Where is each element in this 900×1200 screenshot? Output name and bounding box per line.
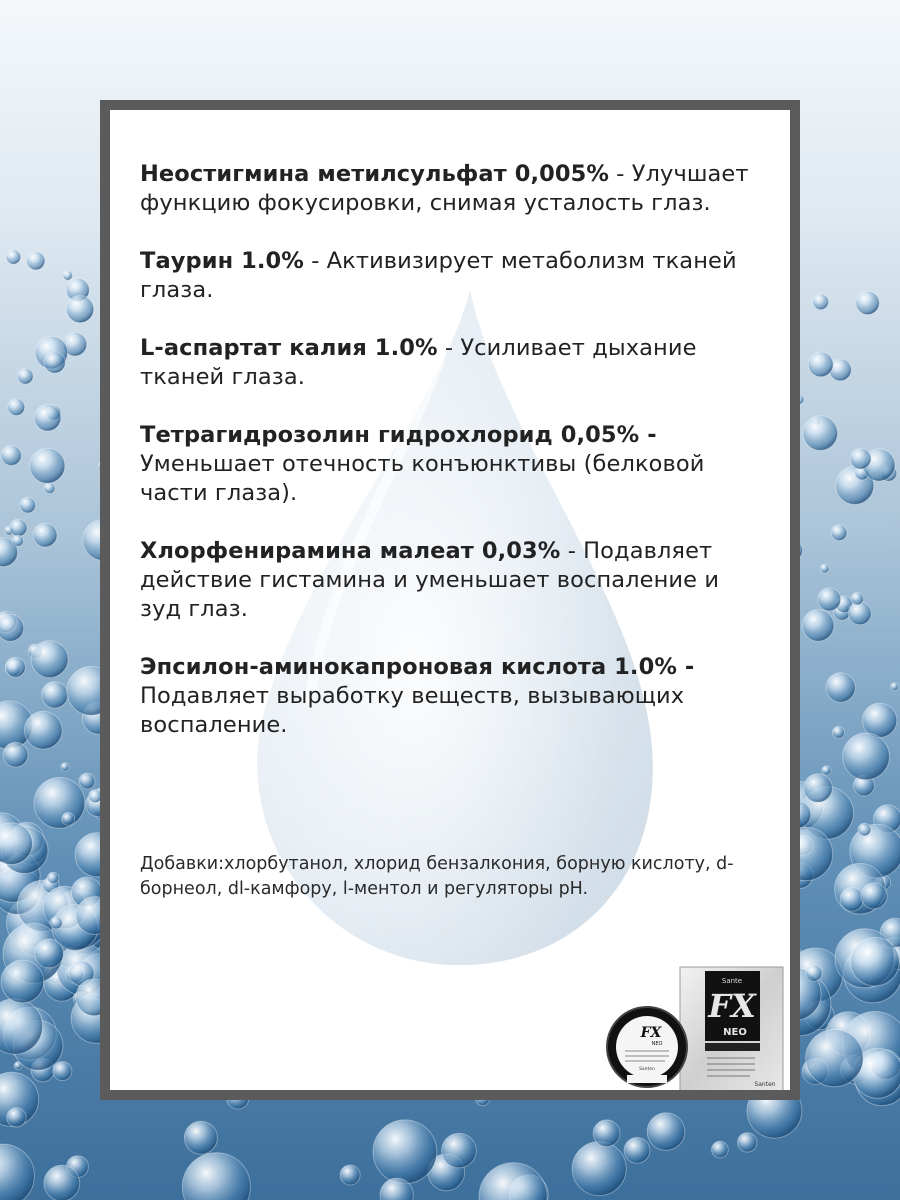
ingredient-item	[140, 334, 750, 392]
bubble	[35, 939, 64, 968]
bubble	[858, 823, 871, 836]
bubble	[818, 588, 841, 611]
bubble	[53, 1062, 72, 1081]
ingredient-description: Уменьшает отечность конъюнктивы (белковой части глаза).	[140, 451, 705, 506]
bubble	[803, 416, 838, 451]
bubble	[813, 294, 829, 310]
ingredient-name: Хлорфенирамина малеат 0,03%	[140, 538, 561, 564]
svg-text:NEO: NEO	[723, 1027, 747, 1038]
bubble	[891, 683, 899, 691]
ingredient-name: Неостигмина метилсульфат 0,005%	[140, 161, 610, 187]
bubble	[10, 519, 27, 536]
ingredient-description: - Подавляет действие гистамина и уменьшает воспаление и зуд глаз.	[140, 538, 720, 622]
ingredient-name: Тетрагидрозолин гидрохлорид 0,05% -	[140, 422, 657, 448]
ingredient-name: Эпсилон-аминокапроновая кислота 1.0% -	[140, 654, 695, 680]
bubble	[624, 1138, 650, 1164]
ingredient-description: Подавляет выработку веществ, вызывающих воспаление.	[140, 683, 685, 738]
bubble	[806, 965, 822, 981]
ingredient-name: L-аспартат калия 1.0%	[140, 335, 438, 361]
product-image	[605, 965, 785, 1095]
bubble	[593, 1120, 620, 1147]
ingredient-item	[140, 653, 750, 740]
bubble	[1, 960, 44, 1003]
bubble	[1, 445, 21, 465]
bubble	[831, 525, 847, 541]
bubble	[862, 703, 896, 737]
bubble	[0, 1144, 34, 1200]
bubble	[7, 1108, 26, 1127]
svg-text:Santen: Santen	[754, 1081, 776, 1088]
bubble	[856, 291, 879, 314]
bubble	[44, 483, 55, 494]
bubble	[851, 592, 863, 604]
bubble	[822, 766, 831, 775]
bubble	[851, 937, 900, 986]
bubble	[47, 872, 58, 883]
svg-text:FX: FX	[640, 1025, 662, 1041]
bubble	[67, 296, 94, 323]
bubble	[24, 711, 62, 749]
bubble	[8, 399, 25, 416]
bubble	[42, 682, 68, 708]
ingredient-item	[140, 421, 750, 508]
ingredient-item	[140, 247, 750, 305]
svg-text:Sante: Sante	[721, 977, 743, 985]
ingredient-description: - Активизирует метаболизм тканей глаза.	[140, 248, 737, 303]
svg-text:FX: FX	[708, 987, 756, 1025]
bubble	[373, 1120, 437, 1184]
ingredient-item	[140, 160, 750, 218]
bubble	[5, 657, 25, 677]
bubble	[3, 742, 28, 767]
bubble	[63, 271, 72, 280]
bubble	[808, 352, 833, 377]
additives-text: Добавки:хлорбутанол, хлорид бензалкония, борную кислоту, d-борнеол, dl-камфору, l-ментол и регуляторы pH.	[140, 854, 734, 899]
bubble	[647, 1113, 685, 1151]
bubble	[44, 1165, 80, 1200]
bubble	[848, 602, 871, 625]
bubble	[31, 641, 68, 678]
bubble	[33, 523, 57, 547]
bubble	[12, 535, 23, 546]
ingredient-description: - Улучшает функцию фокусировки, снимая усталость глаз.	[140, 161, 749, 216]
bubble	[712, 1141, 729, 1158]
bubble	[442, 1133, 477, 1168]
bubble	[62, 813, 75, 826]
ingredient-name: Таурин 1.0%	[140, 248, 304, 274]
bubble	[18, 368, 34, 384]
ingredients-card	[100, 100, 800, 1100]
bubble	[184, 1121, 217, 1154]
bubble	[30, 448, 65, 483]
ingredient-item	[140, 537, 750, 624]
ingredients-list	[140, 160, 750, 769]
bubble	[804, 774, 833, 803]
bubble	[50, 917, 62, 929]
bubble	[738, 1133, 757, 1152]
bubble	[833, 726, 845, 738]
bubble	[27, 252, 45, 270]
bubble	[843, 733, 890, 780]
bubble	[20, 497, 36, 513]
ingredient-description: - Усиливает дыхание тканей глаза.	[140, 335, 697, 390]
bubble	[861, 883, 887, 909]
bubble	[44, 352, 65, 373]
svg-text:NEO: NEO	[651, 1041, 663, 1047]
bubble	[840, 888, 863, 911]
bubble	[802, 610, 834, 642]
bubble	[34, 404, 61, 431]
bubble	[6, 250, 20, 264]
bubble	[61, 763, 69, 771]
bubble	[572, 1142, 626, 1196]
bubble	[0, 614, 24, 641]
bubble	[479, 1163, 547, 1200]
bubble	[820, 564, 829, 573]
bubble	[182, 1153, 250, 1200]
bubble	[79, 773, 95, 789]
bubble	[850, 448, 871, 469]
bubble	[340, 1165, 360, 1185]
bubble	[34, 778, 85, 829]
svg-text:Santen: Santen	[639, 1067, 655, 1072]
bubble	[826, 673, 855, 702]
bubble	[806, 1029, 863, 1086]
